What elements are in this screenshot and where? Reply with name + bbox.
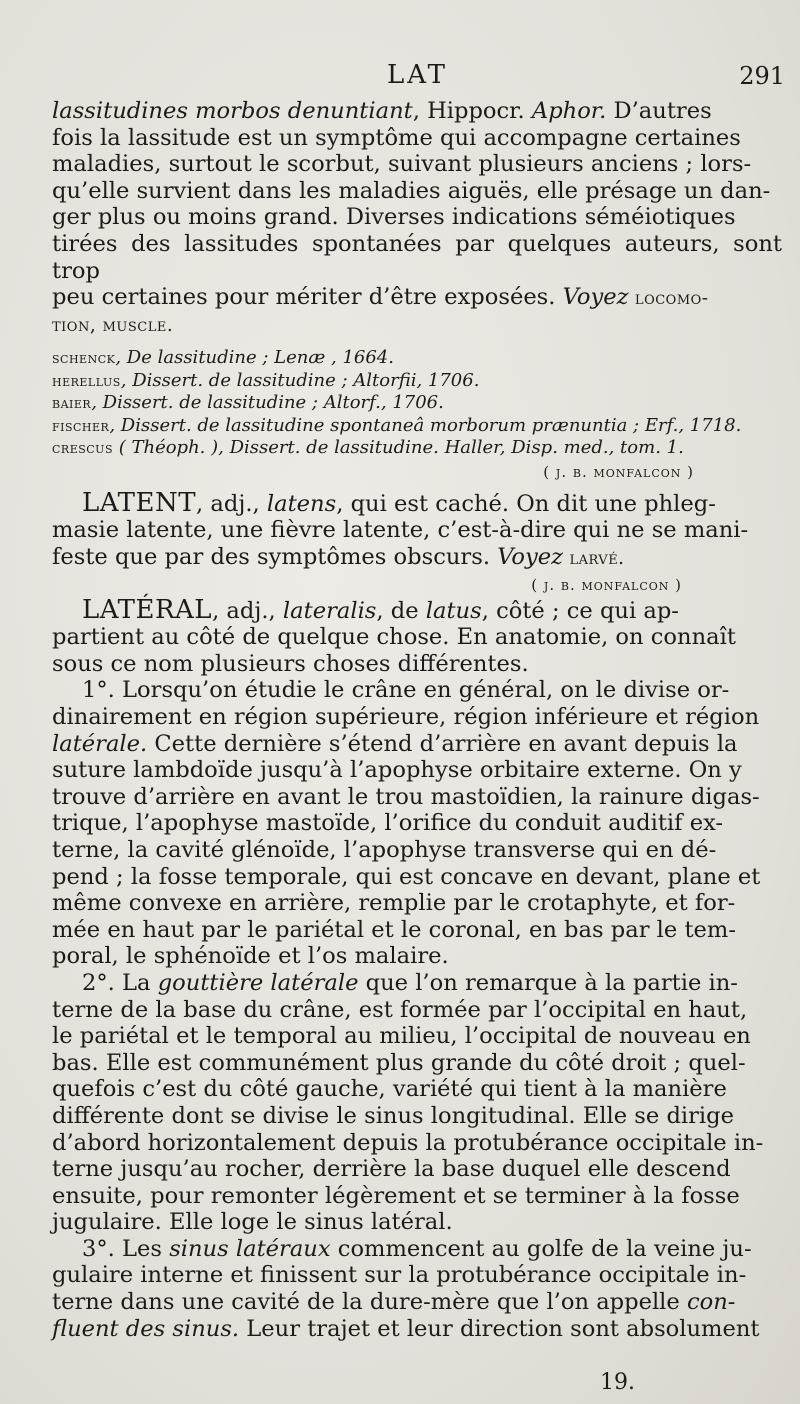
latin-term: lateralis [282, 597, 377, 624]
bibliography-entry [52, 415, 782, 438]
citation-aphor: Aphor. [531, 98, 607, 124]
paragraph-1 [52, 677, 782, 970]
text-line: poral, le sphénoïde et l’os malaire. [52, 943, 449, 970]
text-line [52, 544, 782, 573]
paragraph-3 [52, 1236, 782, 1342]
text-line: quefois c’est du côté gauche, variété qui tient à la manière [52, 1076, 727, 1103]
text-line: différente dont se divise le sinus longitudinal. Elle se dirige [52, 1102, 734, 1129]
emphasis: con- [686, 1289, 736, 1316]
page-header [50, 60, 785, 100]
text-line: fluent des sinus. Leur trajet et leur direction sont absolument [52, 1315, 760, 1342]
author-name: baier [52, 393, 92, 413]
headword: LATENT [82, 487, 197, 518]
author-signature: ( j. b. monfalcon ) [543, 462, 694, 481]
text-line: partient au côté de quelque chose. En anatomie, on connaît [52, 624, 736, 651]
voyez-reference: Voyez [497, 544, 564, 571]
text-line: trouve d’arrière en avant le trou mastoïdien, la rainure digas- [52, 783, 760, 810]
entry-latent [52, 487, 782, 597]
text-line: fois la lassitude est un symptôme qui accompagne certaines [52, 124, 741, 151]
paragraph-2 [52, 970, 782, 1236]
text-run: feste que par des symptômes obscurs. [52, 544, 498, 571]
emphasis: latérale. [52, 730, 148, 757]
running-head: LAT [387, 60, 448, 90]
text-run: , adj., [212, 597, 283, 624]
text-run: peu certaines pour mériter d’être exposées. [52, 284, 563, 311]
text-line [52, 487, 782, 518]
text-line: suture lambdoïde jusqu’à l’apophyse orbitaire externe. On y [52, 757, 742, 784]
text-line: pend ; la fosse temporale, qui est concave en devant, plane et [52, 863, 761, 890]
cross-reference: locomo- [628, 288, 709, 310]
text-line [52, 98, 782, 125]
text-line: qu’elle survient dans les maladies aiguës, elle présage un dan- [52, 177, 771, 204]
text-line: masie latente, une fièvre latente, c’est-à-dire qui ne se mani- [52, 517, 749, 544]
headword: LATÉRAL [82, 594, 213, 625]
latin-term: latus [425, 597, 482, 624]
text-line: dinairement en région supérieure, région inférieure et région [52, 704, 760, 730]
author-signature: ( j. b. monfalcon ) [531, 575, 682, 594]
text-line: 2°. La gouttière latérale que l’on remarque à la partie in- [82, 969, 738, 996]
cross-reference: larvé. [563, 548, 625, 570]
bibliography-entry [52, 370, 782, 393]
text-line [52, 284, 782, 313]
text-line: gulaire interne et finissent sur la protubérance occipitale in- [52, 1262, 747, 1289]
text-run: , Hippocr. [412, 98, 532, 124]
text-line: 1°. Lorsqu’on étudie le crâne en général, on le divise or- [82, 677, 730, 704]
text-line: même convexe en arrière, remplie par le crotaphyte, et for- [52, 890, 736, 917]
author-name: schenck [52, 348, 116, 368]
text-line: tirées des lassitudes spontanées par quelques auteurs, sont trop [52, 230, 782, 284]
text-run: D’autres [606, 98, 712, 124]
text-line: terne jusqu’au rocher, derrière la base duquel elle descend [52, 1156, 731, 1183]
signature-mark: 19. [600, 1370, 635, 1395]
page-number: 291 [739, 62, 785, 90]
text-line: bas. Elle est communément plus grande du côté droit ; quel- [52, 1049, 746, 1076]
cross-reference: tion, muscle. [52, 314, 174, 336]
page-body [52, 98, 782, 1342]
text-run: , de [376, 597, 426, 624]
author-name: fischer [52, 415, 110, 435]
text-line: 3°. Les sinus latéraux commencent au golfe de la veine ju- [82, 1235, 752, 1262]
bibliography [52, 347, 782, 484]
author-name: crescus [52, 438, 113, 458]
text-line: terne de la base du crâne, est formée par l’occipital en haut, [52, 996, 748, 1023]
text-line: trique, l’apophyse mastoïde, l’orifice du conduit auditif ex- [52, 810, 724, 837]
work-title: ( Théoph. ), Dissert. de lassitudine. Haller, Disp. med., tom. 1. [113, 437, 684, 459]
text-line [52, 594, 782, 625]
text-line: mée en haut par le pariétal et le coronal, en bas par le tem- [52, 916, 736, 943]
bibliography-entry [52, 347, 782, 370]
latin-term: latens [266, 490, 337, 517]
text-line: terne, la cavité glénoïde, l’apophyse transverse qui en dé- [52, 836, 717, 863]
emphasis: sinus latéraux [169, 1235, 331, 1262]
text-line: jugulaire. Elle loge le sinus latéral. [52, 1209, 453, 1236]
text-line: d’abord horizontalement depuis la protubérance occipitale in- [52, 1129, 764, 1156]
work-title: , Dissert. de lassitudine ; Altorfii, 1706. [120, 369, 480, 391]
text-line: le pariétal et le temporal au milieu, l’occipital de nouveau en [52, 1023, 751, 1050]
emphasis: gouttière latérale [157, 969, 359, 996]
work-title: , De lassitudine ; Lenæ , 1664. [115, 347, 394, 369]
author-name: herellus [52, 370, 121, 390]
text-run: , qui est caché. On dit une phleg- [336, 490, 716, 517]
text-line: latérale. Cette dernière s’étend d’arrière en avant depuis la [52, 730, 738, 757]
bibliography-entry [52, 437, 782, 460]
latin-quote: lassitudines morbos denuntiant [52, 98, 413, 124]
text-line: sous ce nom plusieurs choses différentes. [52, 650, 529, 677]
bibliography-entry [52, 392, 782, 415]
text-line: ensuite, pour remonter légèrement et se terminer à la fosse [52, 1182, 740, 1209]
text-line: ger plus ou moins grand. Diverses indications séméiotiques [52, 204, 736, 231]
text-run: , côté ; ce qui ap- [481, 597, 679, 624]
text-line: maladies, surtout le scorbut, suivant plusieurs anciens ; lors- [52, 151, 752, 178]
voyez-reference: Voyez [562, 284, 629, 311]
lassitude-paragraph [52, 98, 782, 339]
entry-lateral [52, 594, 782, 1343]
work-title: , Dissert. de lassitudine ; Altorf., 1706. [91, 392, 444, 414]
text-run: , adj., [196, 490, 267, 517]
emphasis: fluent des sinus. [52, 1315, 240, 1342]
text-line: terne dans une cavité de la dure-mère que l’on appelle con- [52, 1289, 736, 1316]
work-title: , Dissert. de lassitudine spontaneâ morborum prænuntia ; Erf., 1718. [109, 414, 742, 436]
